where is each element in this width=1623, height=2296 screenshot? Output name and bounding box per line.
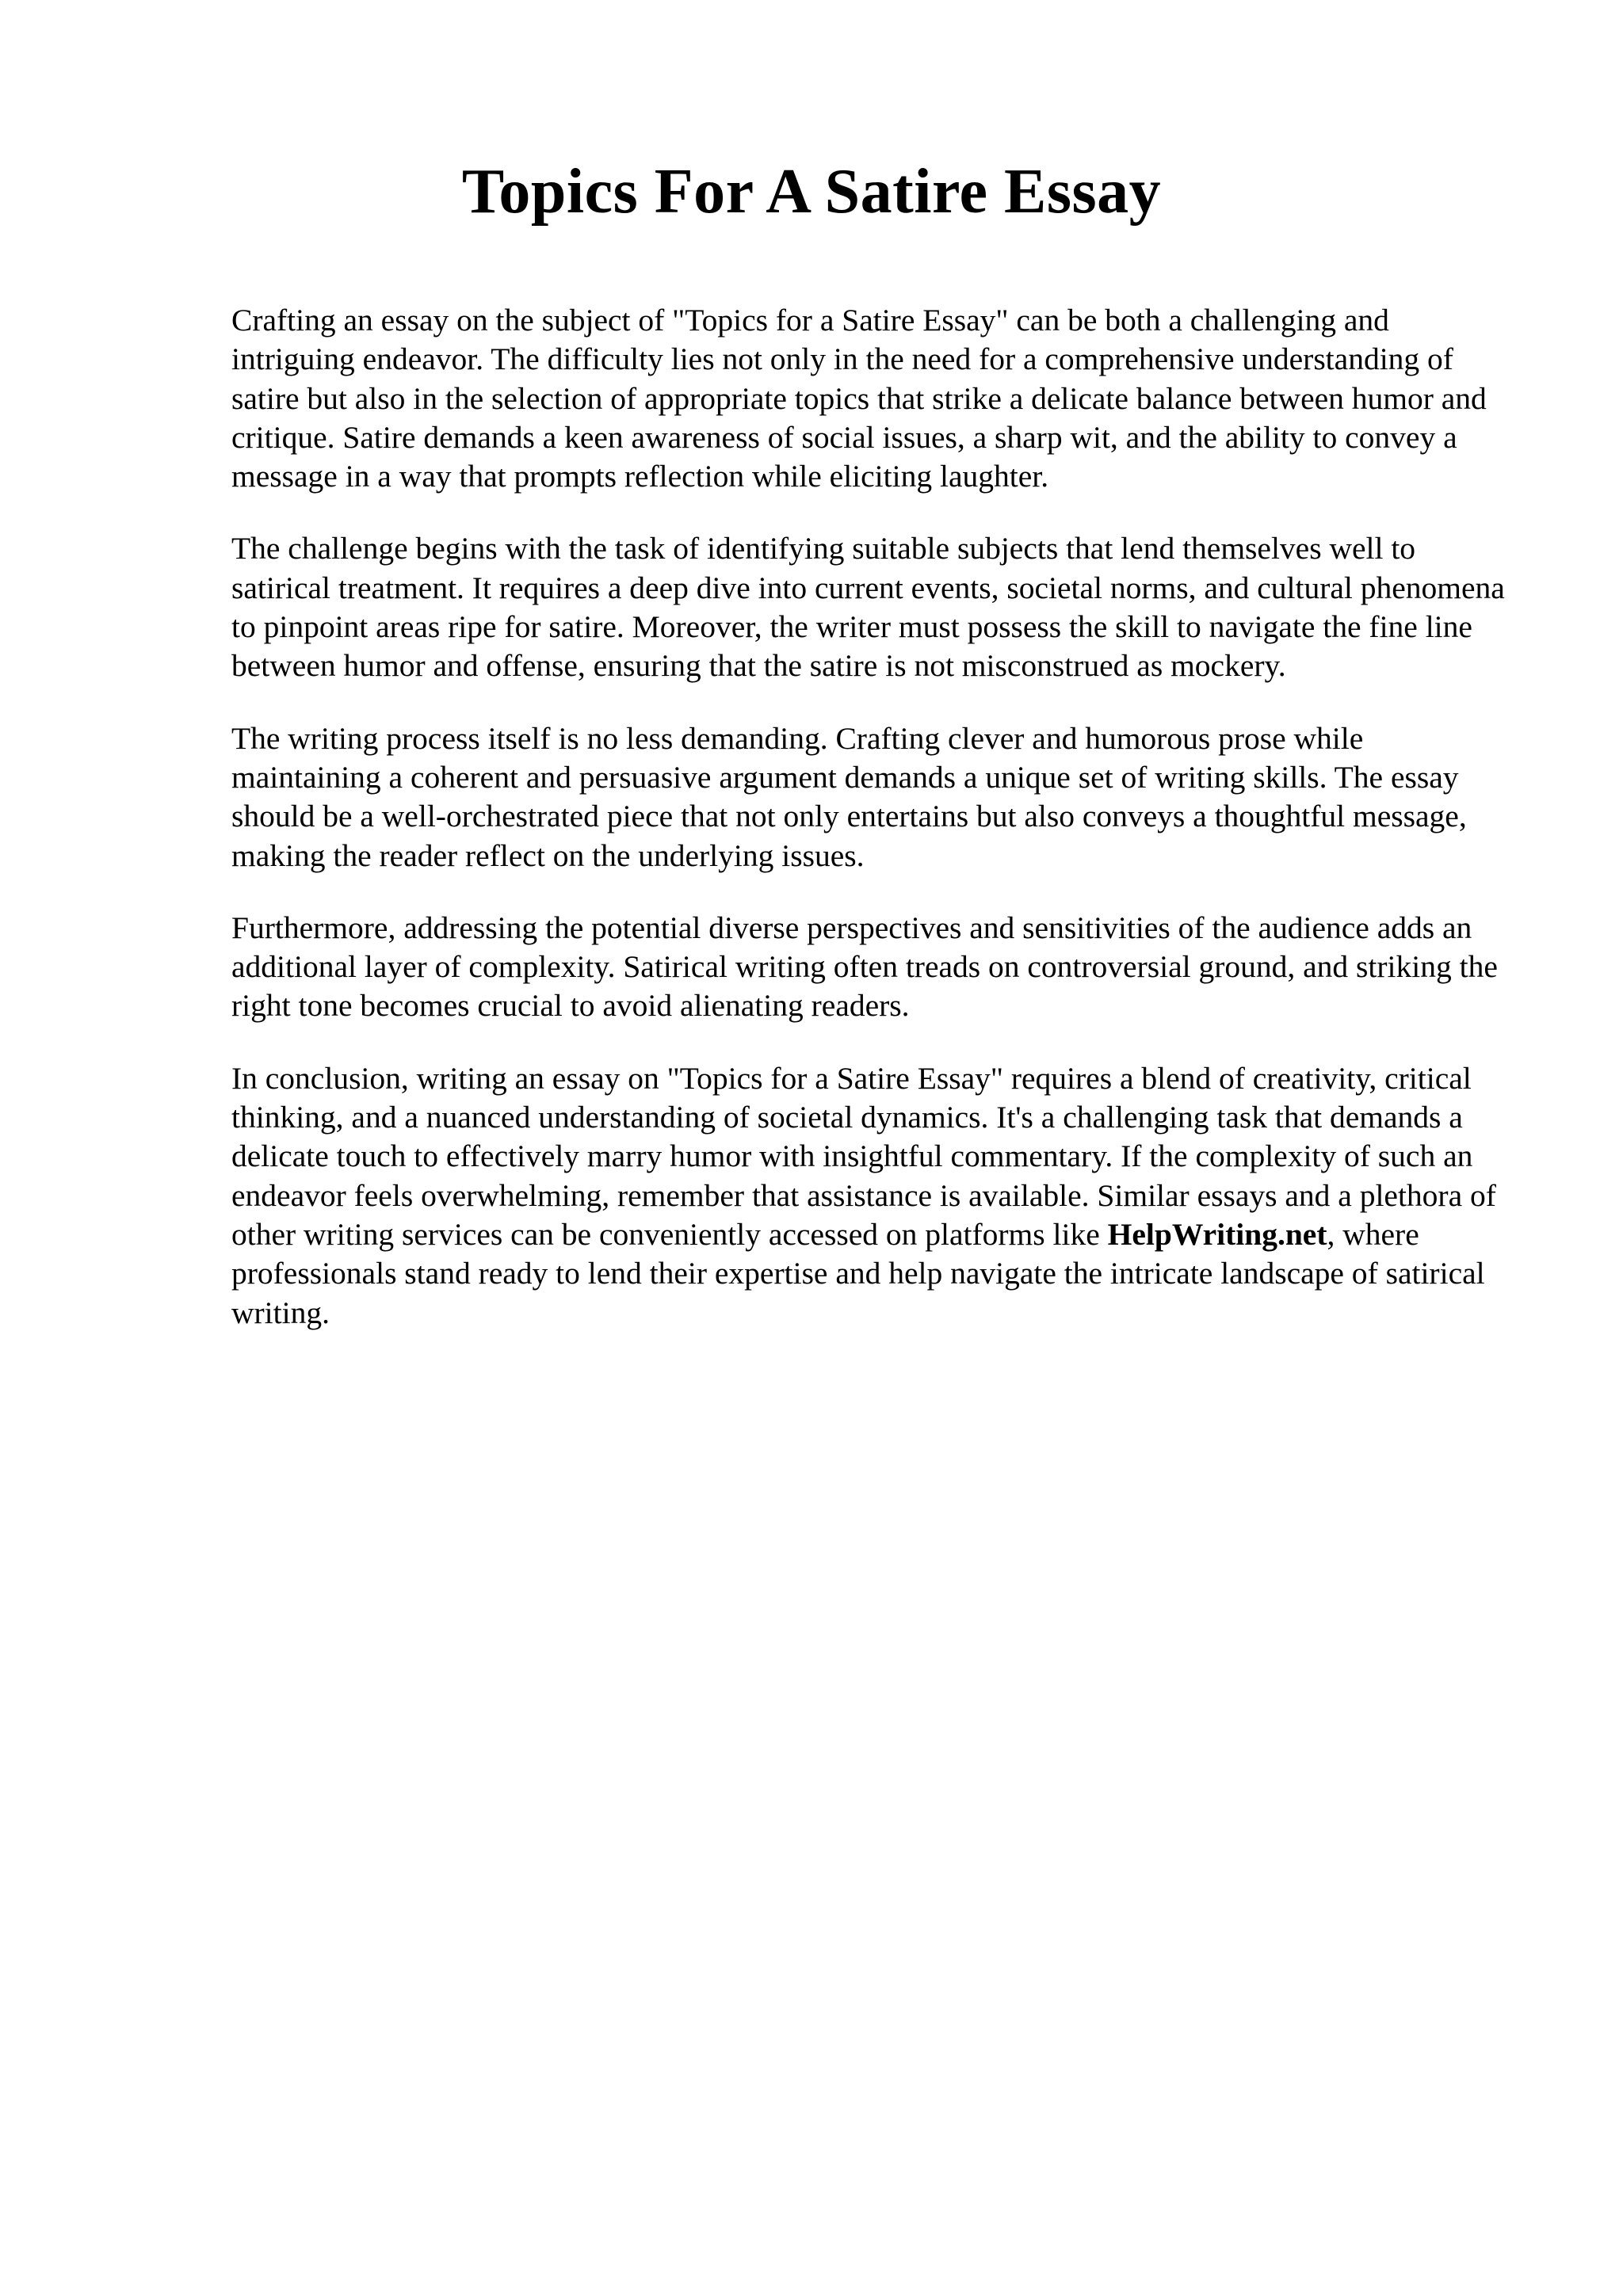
conclusion-text-after-link: , where professionals stand ready to lend their expertise and help navigate the intricate landscape of satirical writing. bbox=[231, 1216, 1485, 1330]
paragraph-audience: Furthermore, addressing the potential diverse perspectives and sensitivities of the audience adds an additional layer of complexity. Satirical writing often treads on controversial ground, and striking the right tone becomes crucial to avoid alienating readers. bbox=[231, 910, 1498, 1024]
document-body bbox=[231, 301, 1515, 1366]
paragraph-challenge: The challenge begins with the task of identifying suitable subjects that lend themselves well to satirical treatment. It requires a deep dive into current events, societal norms, and cultural phenomena to pinpoint areas ripe for satire. Moreover, the writer must possess the skill to navigate the fine line between humor and offense, ensuring that the satire is not misconstrued as mockery. bbox=[231, 531, 1505, 684]
paragraph-conclusion bbox=[231, 1059, 1515, 1333]
conclusion-text-before-link: In conclusion, writing an essay on "Topics for a Satire Essay" requires a blend of creativity, critical thinking, and a nuanced understanding of societal dynamics. It's a challenging task that demands a delicate touch to effectively marry humor with insightful commentary. If the complexity of such an endeavor feels overwhelming, remember that assistance is available. Similar essays and a plethora of other writing services can be conveniently accessed on platforms like bbox=[231, 1060, 1496, 1252]
paragraph-intro: Crafting an essay on the subject of "Topics for a Satire Essay" can be both a challenging and intriguing endeavor. The difficulty lies not only in the need for a comprehensive understanding of satire but also in the selection of appropriate topics that strike a delicate balance between humor and critique. Satire demands a keen awareness of social issues, a sharp wit, and the ability to convey a message in a way that prompts reflection while eliciting laughter. bbox=[231, 303, 1487, 494]
document-title: Topics For A Satire Essay bbox=[461, 157, 1162, 227]
paragraph-writing-process: The writing process itself is no less demanding. Crafting clever and humorous prose while maintaining a coherent and persuasive argument demands a unique set of writing skills. The essay should be a well-orchestrated piece that not only entertains but also conveys a thoughtful message, making the reader reflect on the underlying issues. bbox=[231, 720, 1467, 873]
helpwriting-link[interactable]: HelpWriting.net bbox=[1107, 1216, 1327, 1252]
